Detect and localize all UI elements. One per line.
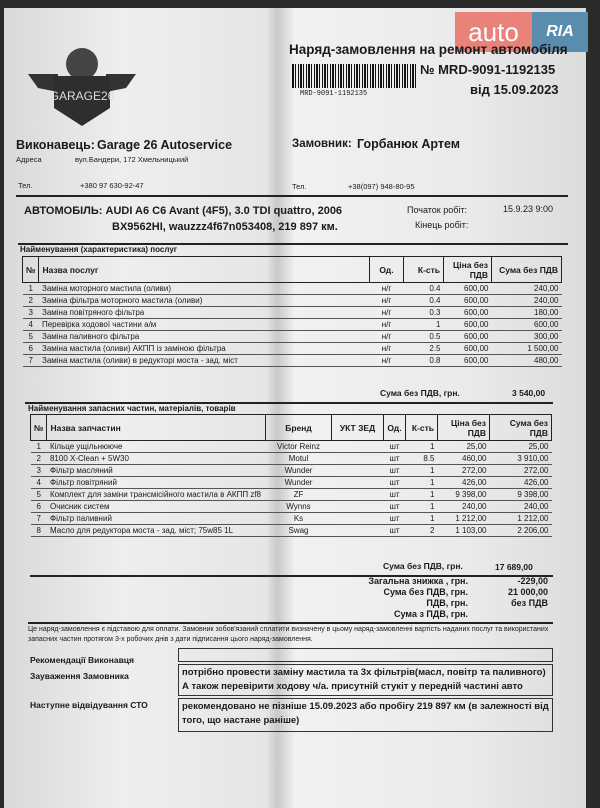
table-cell: 1 212,00 xyxy=(490,513,552,525)
table-cell: шт xyxy=(384,477,406,489)
table-cell: 240,00 xyxy=(490,501,552,513)
gross-label: Сума з ПДВ, грн. xyxy=(394,609,468,619)
column-header: Ціна без ПДВ xyxy=(438,415,490,441)
table-row xyxy=(23,319,562,331)
column-header: УКТ ЗЕД xyxy=(332,415,384,441)
barcode xyxy=(292,64,417,88)
divider xyxy=(28,622,553,624)
column-header: Од. xyxy=(384,415,406,441)
table-cell: 1 xyxy=(406,477,438,489)
table-cell: 3 xyxy=(31,465,47,477)
table-cell: 1 103,00 xyxy=(438,525,490,537)
vat-label: ПДВ, грн. xyxy=(426,598,468,608)
net-label: Сума без ПДВ, грн. xyxy=(383,587,468,597)
vehicle-line1: АВТОМОБІЛЬ: AUDI A6 C6 Avant (4F5), 3.0 TDI quattro, 2006 xyxy=(24,205,343,217)
order-date: від 15.09.2023 xyxy=(470,82,559,97)
table-cell: Заміна мастила (оливи) АКПП із заміною фільтра xyxy=(39,343,370,355)
table-cell xyxy=(332,465,384,477)
table-cell: 3 910,00 xyxy=(490,453,552,465)
divider xyxy=(16,195,568,197)
table-cell: 480,00 xyxy=(492,355,562,367)
table-cell: н/г xyxy=(370,331,404,343)
table-cell: н/г xyxy=(370,355,404,367)
table-cell: Фільтр масляний xyxy=(47,465,266,477)
table-cell: 1 500,00 xyxy=(492,343,562,355)
table-cell: Ks xyxy=(266,513,332,525)
table-cell: 1 xyxy=(406,465,438,477)
table-row xyxy=(31,501,552,513)
table-cell: 600,00 xyxy=(444,319,492,331)
table-cell: 0.8 xyxy=(404,355,444,367)
table-cell: шт xyxy=(384,525,406,537)
table-cell: 272,00 xyxy=(490,465,552,477)
table-cell: шт xyxy=(384,453,406,465)
table-cell: 1 xyxy=(404,319,444,331)
customer-name: Горбанюк Артем xyxy=(357,137,461,151)
table-cell xyxy=(332,441,384,453)
table-cell: 8.5 xyxy=(406,453,438,465)
order-number: № MRD-9091-1192135 xyxy=(420,62,556,77)
next-visit-field: рекомендовано не пізніше 15.09.2023 або пробігу 219 897 км (в залежності від того, що настане раніше) xyxy=(178,698,553,732)
table-cell: Заміна моторного мастила (оливи) xyxy=(39,283,370,295)
garage26-logo xyxy=(28,42,136,126)
table-row xyxy=(31,453,552,465)
parts-heading: Найменування запасних частин, матеріалів, товарів xyxy=(28,404,236,413)
table-cell: шт xyxy=(384,501,406,513)
svg-text:GARAGE26: GARAGE26 xyxy=(49,89,115,103)
totals-labels xyxy=(368,576,468,620)
table-cell: Wunder xyxy=(266,477,332,489)
table-cell: 240,00 xyxy=(492,295,562,307)
table-row xyxy=(23,355,562,367)
column-header: Од. xyxy=(370,257,404,283)
address-value: вул.Бандери, 172 Хмельницький xyxy=(75,155,189,164)
table-cell: шт xyxy=(384,513,406,525)
table-cell: н/г xyxy=(370,319,404,331)
column-header: № xyxy=(31,415,47,441)
discount-value: -229,00 xyxy=(517,576,548,586)
table-cell: 2 xyxy=(406,525,438,537)
column-header: Ціна без ПДВ xyxy=(444,257,492,283)
table-row xyxy=(23,307,562,319)
table-cell: 6 xyxy=(23,343,39,355)
table-row xyxy=(31,489,552,501)
barcode-text: MRD-9091-1192135 xyxy=(300,90,368,98)
table-cell: Wunder xyxy=(266,465,332,477)
remarks-label: Зауваження Замовника xyxy=(30,671,129,681)
parts-total-label: Сума без ПДВ, грн. xyxy=(383,561,463,571)
payment-notice: Це наряд-замовлення є підставою для оплати. Замовник зобов'язаний сплатити визначену в цьому наряд-замовленні вартість наданих послуг та використаних запасних частин протягом 3-х робочих днів з дати підписання цього наряд-замовлення. xyxy=(28,626,549,643)
services-total-value: 3 540,00 xyxy=(512,388,546,398)
table-cell: Фільтр повітряний xyxy=(47,477,266,489)
table-cell: Motul xyxy=(266,453,332,465)
table-cell: Wynns xyxy=(266,501,332,513)
table-row xyxy=(31,477,552,489)
table-header-row xyxy=(31,415,552,441)
table-cell: 600,00 xyxy=(492,319,562,331)
table-cell: 0.4 xyxy=(404,283,444,295)
column-header: № xyxy=(23,257,39,283)
next-visit-label: Наступне відвідування СТО xyxy=(30,700,148,710)
table-cell: Перевірка ходової частини а/м xyxy=(39,319,370,331)
table-row xyxy=(31,525,552,537)
table-cell: 7 xyxy=(31,513,47,525)
table-cell xyxy=(332,525,384,537)
column-header: Сума без ПДВ xyxy=(492,257,562,283)
divider xyxy=(30,575,553,577)
table-cell: 8 xyxy=(31,525,47,537)
table-cell xyxy=(332,453,384,465)
table-cell: Фільтр паливний xyxy=(47,513,266,525)
table-cell: 240,00 xyxy=(438,501,490,513)
table-cell: 1 xyxy=(23,283,39,295)
table-cell: 272,00 xyxy=(438,465,490,477)
column-header: Сума без ПДВ xyxy=(490,415,552,441)
table-cell: 4 xyxy=(31,477,47,489)
table-cell: 2 xyxy=(31,453,47,465)
table-cell: 1 xyxy=(31,441,47,453)
table-cell: Заміна мастила (оливи) в редукторі моста - зад. міст xyxy=(39,355,370,367)
customer-label: Замовник: xyxy=(292,138,352,150)
table-header-row xyxy=(23,257,562,283)
table-cell: 460,00 xyxy=(438,453,490,465)
contractor-phone-label: Тел. xyxy=(18,181,33,190)
address-label: Адреса xyxy=(16,155,42,164)
table-cell: Комплект для заміни трансмісійного мастила в АКПП zf8 xyxy=(47,489,266,501)
table-cell: шт xyxy=(384,441,406,453)
table-cell: Заміна паливного фільтра xyxy=(39,331,370,343)
table-cell: Масло для редуктора моста - зад. міст; 75w85 1L xyxy=(47,525,266,537)
table-cell: 5 xyxy=(31,489,47,501)
table-cell: 2 xyxy=(23,295,39,307)
table-cell: Кільце ущільнююче xyxy=(47,441,266,453)
table-cell: 600,00 xyxy=(444,355,492,367)
table-cell: 600,00 xyxy=(444,283,492,295)
discount-label: Загальна знижка , грн. xyxy=(368,576,468,586)
table-cell: 600,00 xyxy=(444,307,492,319)
parts-table xyxy=(30,414,552,537)
table-cell: н/г xyxy=(370,283,404,295)
table-row xyxy=(31,465,552,477)
table-cell xyxy=(332,501,384,513)
watermark-ria: RIA xyxy=(532,12,588,52)
table-cell: 9 398,00 xyxy=(438,489,490,501)
table-cell: 300,00 xyxy=(492,331,562,343)
table-row xyxy=(31,441,552,453)
table-cell: 2.5 xyxy=(404,343,444,355)
remarks-field: потрібно провести заміну мастила та 3х фільтрів(масл, повітр та паливного) А також перевірити ходову ч/а. присутній стукіт у передній частині авто xyxy=(178,664,553,696)
table-cell: Swag xyxy=(266,525,332,537)
table-cell: 600,00 xyxy=(444,295,492,307)
table-cell: 3 xyxy=(23,307,39,319)
contractor-label: Виконавець: xyxy=(16,138,95,152)
table-cell: 25,00 xyxy=(438,441,490,453)
table-cell xyxy=(332,513,384,525)
document-title: Наряд-замовлення на ремонт автомобіля xyxy=(289,42,568,57)
services-total-label: Сума без ПДВ, грн. xyxy=(380,388,460,398)
table-cell: 1 212,00 xyxy=(438,513,490,525)
recommendations-label: Рекомендації Виконавця xyxy=(30,655,134,665)
table-cell: 25,00 xyxy=(490,441,552,453)
start-value: 15.9.23 9:00 xyxy=(503,204,554,214)
table-cell: шт xyxy=(384,465,406,477)
table-cell: Очисник систем xyxy=(47,501,266,513)
contractor-phone: +380 97 630-92-47 xyxy=(80,181,144,190)
recommendations-field xyxy=(178,648,553,662)
table-cell: 1 xyxy=(406,513,438,525)
column-header: Назва запчастин xyxy=(47,415,266,441)
column-header: Назва послуг xyxy=(39,257,370,283)
parts-total-value: 17 689,00 xyxy=(495,562,533,572)
table-cell: 0.5 xyxy=(404,331,444,343)
table-row xyxy=(23,331,562,343)
table-cell: 180,00 xyxy=(492,307,562,319)
table-row xyxy=(23,295,562,307)
table-cell: н/г xyxy=(370,343,404,355)
vat-value: без ПДВ xyxy=(511,598,548,608)
table-cell: 240,00 xyxy=(492,283,562,295)
table-cell: 600,00 xyxy=(444,343,492,355)
table-cell: 6 xyxy=(31,501,47,513)
services-table xyxy=(22,256,562,367)
table-cell: шт xyxy=(384,489,406,501)
contractor-name: Garage 26 Autoservice xyxy=(97,138,233,152)
table-cell: 2 206,00 xyxy=(490,525,552,537)
table-cell: 1 xyxy=(406,501,438,513)
table-cell: 0.4 xyxy=(404,295,444,307)
table-cell: 426,00 xyxy=(438,477,490,489)
table-cell: Victor Reinz xyxy=(266,441,332,453)
watermark-auto: auto xyxy=(455,12,532,52)
column-header: К-сть xyxy=(406,415,438,441)
table-cell: 600,00 xyxy=(444,331,492,343)
start-label: Початок робіт: xyxy=(407,205,468,215)
table-cell: 9 398,00 xyxy=(490,489,552,501)
column-header: К-сть xyxy=(404,257,444,283)
net-value: 21 000,00 xyxy=(507,587,548,597)
table-cell: ZF xyxy=(266,489,332,501)
table-cell: 0.3 xyxy=(404,307,444,319)
table-cell: 1 xyxy=(406,441,438,453)
table-row xyxy=(31,513,552,525)
table-cell: 4 xyxy=(23,319,39,331)
table-cell: Заміна фільтра моторного мастила (оливи) xyxy=(39,295,370,307)
table-cell: 8100 X-Clean + 5W30 xyxy=(47,453,266,465)
table-cell: Заміна повітряного фільтра xyxy=(39,307,370,319)
table-row xyxy=(23,283,562,295)
vehicle-line2: BX9562HI, wauzzz4f67n053408, 219 897 км. xyxy=(112,221,338,233)
totals-values xyxy=(508,576,548,609)
table-cell: н/г xyxy=(370,295,404,307)
end-label: Кінець робіт: xyxy=(415,220,469,230)
customer-phone-label: Тел. xyxy=(292,182,307,191)
table-cell xyxy=(332,489,384,501)
table-cell: н/г xyxy=(370,307,404,319)
table-cell: 1 xyxy=(406,489,438,501)
table-cell xyxy=(332,477,384,489)
table-row xyxy=(23,343,562,355)
table-cell: 5 xyxy=(23,331,39,343)
customer-phone: +38(097) 948-80-95 xyxy=(348,182,415,191)
table-cell: 7 xyxy=(23,355,39,367)
column-header: Бренд xyxy=(266,415,332,441)
services-heading: Найменування (характеристика) послуг xyxy=(20,245,178,254)
table-cell: 426,00 xyxy=(490,477,552,489)
